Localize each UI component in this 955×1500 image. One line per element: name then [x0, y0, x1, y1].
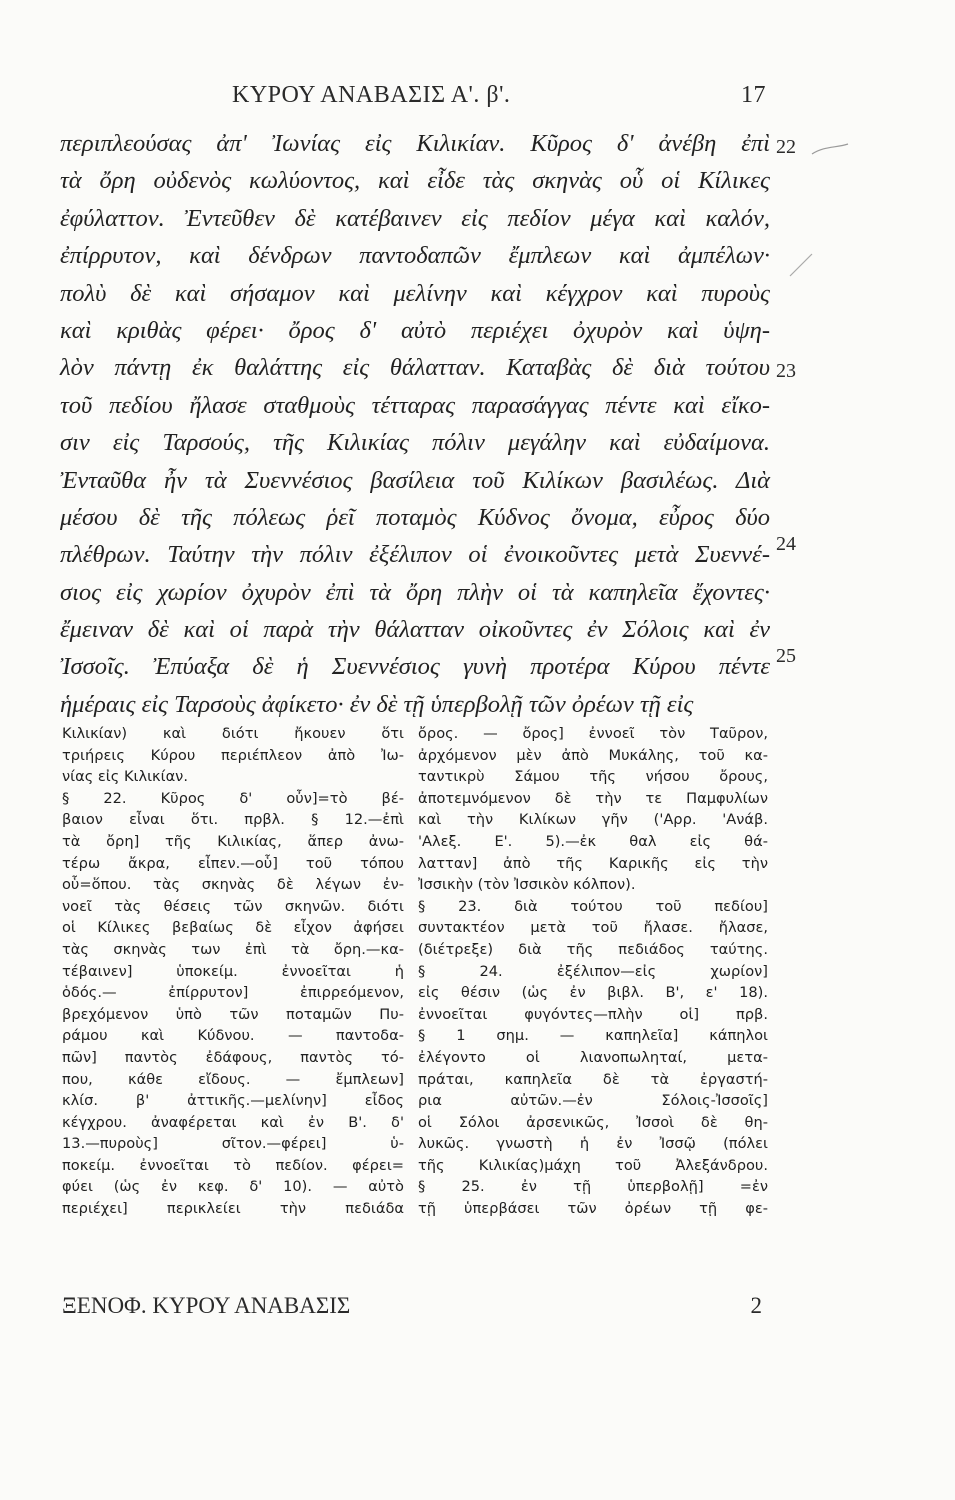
- note-line: § 23. διὰ τούτου τοῦ πεδίου]: [418, 897, 768, 915]
- note-line: ἀποτεμνόμενον δὲ τὴν τε Παμφυλίων: [418, 789, 768, 807]
- note-line: λυκῶς. γνωστὴ ἡ ἐν Ἰσσῷ (πόλει: [418, 1135, 768, 1153]
- note-line: πράται, καπηλεῖα δὲ τὰ ἐργαστή-: [418, 1070, 768, 1088]
- note-line: ἐλέγοντο οἱ λιανοπωληταί, μετα-: [418, 1048, 768, 1066]
- note-line: βρεχόμενον ὑπὸ τῶν ποταμῶν Πυ-: [62, 1005, 404, 1023]
- note-line: § 22. Κῦρος δ' οὖν]=τὸ βέ-: [62, 789, 404, 807]
- note-line: ἐννοεῖται φυγόντες—πλὴν οἱ] πρβ.: [418, 1005, 768, 1023]
- running-header: [200, 82, 770, 116]
- note-line: ὄρος. — ὄρος] ἐννοεῖ τὸν Ταῦρον,: [418, 725, 768, 742]
- commentary-right-column: [418, 723, 768, 1220]
- note-line: κλίσ. β' ἀττικῆς.—μελίνην] εἶδος: [62, 1092, 404, 1110]
- note-line: ράμου καὶ Κύδνου. — παντοδα-: [62, 1027, 404, 1045]
- text-line: καὶ κριθὰς φέρει· ὄρος δ' αὐτὸ περιέχει ὀχυρὸν καὶ ὑψη-: [60, 316, 770, 344]
- text-line: ἐπίρρυτον, καὶ δένδρων παντοδαπῶν ἔμπλεων καὶ ἀμπέλων·: [60, 242, 770, 270]
- note-line: τῇ ὑπερβάσει τῶν ὀρέων τῇ φε-: [418, 1200, 768, 1218]
- running-title: ΚΥΡΟΥ ΑΝΑΒΑΣΙΣ Α'. β'.: [232, 82, 511, 108]
- note-line: νοεῖ τὰς θέσεις τῶν σκηνῶν. διότι: [62, 897, 404, 915]
- note-line: τῆς Κιλικίας)μάχη τοῦ Ἀλεξάνδρου.: [418, 1156, 768, 1174]
- note-line: οὗ=ὅπου. τὰς σκηνὰς δὲ λέγων ἐν-: [62, 876, 404, 894]
- text-line: τοῦ πεδίου ἤλασε σταθμοὺς τέτταρας παρασάγγας πέντε καὶ εἴκο-: [60, 391, 770, 419]
- margin-pencil-mark: [810, 140, 850, 160]
- note-line: § 25. ἐν τῇ ὑπερβολῇ] =ἐν: [418, 1178, 768, 1196]
- note-line: οἱ Σόλοι ἀρσενικῶς, Ἰσσοὶ δὲ θη-: [418, 1113, 768, 1131]
- note-line: τριήρεις Κύρου περιέπλεον ἀπὸ Ἰω-: [62, 746, 404, 764]
- note-line: τέρω ἄκρα, εἶπεν.—οὗ] τοῦ τόπου: [62, 854, 404, 872]
- page-footer: [62, 1293, 762, 1323]
- note-line: ὁδός.— ἐπίρρυτον] ἐπιρρεόμενον,: [62, 984, 404, 1002]
- section-number-25: 25: [776, 645, 796, 667]
- note-line: ρια αὐτῶν.—ἐν Σόλοις-Ἰσσοῖς]: [418, 1092, 768, 1110]
- text-line: Ἐνταῦθα ἦν τὰ Συεννέσιος βασίλεια τοῦ Κιλίκων βασιλέως. Διὰ: [60, 466, 770, 494]
- text-line: λὸν πάντῃ ἐκ θαλάττης εἰς θάλατταν. Καταβὰς δὲ διὰ τούτου: [60, 354, 770, 382]
- note-line: Ἰσσικὴν (τὸν Ἰσσικὸν κόλπον).: [418, 876, 636, 894]
- text-line: Ἰσσοῖς. Ἐπύαξα δὲ ἡ Συεννέσιος γυνὴ προτέρα Κύρου πέντε: [60, 653, 770, 681]
- note-line: νίας εἰς Κιλικίαν.: [62, 768, 188, 786]
- note-line: που, κάθε εἴδους. — ἔμπλεων]: [62, 1070, 404, 1088]
- note-line: (διέτρεξε) διὰ τῆς πεδιάδος ταύτης.: [418, 940, 768, 958]
- note-line: ποκείμ. ἐννοεῖται τὸ πεδίον. φέρει=: [62, 1156, 404, 1174]
- note-line: καὶ τὴν Κιλίκων γῆν ('Αρρ. 'Ανάβ.: [418, 811, 768, 829]
- text-line: πολὺ δὲ καὶ σήσαμον καὶ μελίνην καὶ κέγχρον καὶ πυροὺς: [60, 279, 770, 307]
- text-line: τὰ ὄρη οὐδενὸς κωλύοντος, καὶ εἶδε τὰς σκηνὰς οὗ οἱ Κίλικες: [60, 167, 770, 195]
- note-line: λατταν] ἀπὸ τῆς Καρικῆς εἰς τὴν: [418, 854, 768, 872]
- note-line: 13.—πυροὺς] σῖτον.—φέρει] ὑ-: [62, 1135, 404, 1153]
- note-line: συντακτέον μετὰ τοῦ ἤλασε. ἤλασε,: [418, 919, 768, 937]
- note-line: εἰς θέσιν (ὡς ἐν βιβλ. Β', ε' 18).: [418, 984, 768, 1002]
- section-number-22: 22: [776, 136, 796, 158]
- section-number-23: 23: [776, 360, 796, 382]
- note-line: ταντικρὺ Σάμου τῆς νήσου ὄρους,: [418, 768, 768, 786]
- note-line: περιέχει] περικλείει τὴν πεδιάδα: [62, 1200, 404, 1218]
- text-line: ἡμέραις εἰς Ταρσοὺς ἀφίκετο· ἐν δὲ τῇ ὑπερβολῇ τῶν ὀρέων τῇ εἰς: [60, 690, 694, 718]
- note-line: 'Αλεξ. Ε'. 5).—ἐκ θαλ εἰς θά-: [418, 832, 768, 850]
- signature-line: ΞΕΝΟΦ. ΚΥΡΟΥ ΑΝΑΒΑΣΙΣ: [62, 1293, 351, 1318]
- text-line: σιν εἰς Ταρσούς, τῆς Κιλικίας πόλιν μεγάλην καὶ εὐδαίμονα.: [60, 429, 770, 457]
- note-line: οἱ Κίλικες βεβαίως δὲ εἶχον ἀφήσει: [62, 919, 404, 937]
- note-line: § 1 σημ. — καπηλεῖα] κάπηλοι: [418, 1027, 768, 1045]
- text-line: μέσου δὲ τῆς πόλεως ῥεῖ ποταμὸς Κύδνος ὄνομα, εὖρος δύο: [60, 503, 770, 531]
- commentary-left-column: [62, 723, 404, 1220]
- margin-pencil-mark: [786, 250, 816, 280]
- note-line: τὰς σκηνὰς των ἐπὶ τὰ ὄρη.—κα-: [62, 940, 404, 958]
- section-number-24: 24: [776, 533, 796, 555]
- note-line: ἀρχόμενον μὲν ἀπὸ Μυκάλης, τοῦ κα-: [418, 746, 768, 764]
- page-number: 17: [741, 82, 766, 108]
- text-line: περιπλεούσας ἀπ' Ἰωνίας εἰς Κιλικίαν. Κῦρος δ' ἀνέβη ἐπὶ: [60, 130, 770, 157]
- note-line: βαιον εἶναι ὅτι. πρβλ. § 12.—ἐπὶ: [62, 811, 404, 829]
- text-line: ἐφύλαττον. Ἐντεῦθεν δὲ κατέβαινεν εἰς πεδίον μέγα καὶ καλόν,: [60, 204, 770, 232]
- note-line: τὰ ὄρη] τῆς Κιλικίας, ἅπερ ἀνω-: [62, 832, 404, 850]
- note-line: τέβαινεν] ὑποκείμ. ἐννοεῖται ἡ: [62, 962, 404, 980]
- note-line: πῶν] παντὸς ἐδάφους, παντὸς τό-: [62, 1048, 404, 1066]
- note-line: φύει (ὡς ἐν κεφ. δ' 10). — αὐτὸ: [62, 1178, 404, 1196]
- text-line: πλέθρων. Ταύτην τὴν πόλιν ἐξέλιπον οἱ ἐνοικοῦντες μετὰ Συεννέ-: [60, 541, 770, 569]
- note-line: § 24. ἐξέλιπον—εἰς χωρίον]: [418, 962, 768, 980]
- text-line: ἔμειναν δὲ καὶ οἱ παρὰ τὴν θάλατταν οἰκοῦντες ἐν Σόλοις καὶ ἐν: [60, 616, 770, 644]
- sheet-mark: 2: [750, 1293, 762, 1318]
- text-line: σιος εἰς χωρίον ὀχυρὸν ἐπὶ τὰ ὄρη πλὴν οἱ τὰ καπηλεῖα ἔχοντες·: [60, 578, 770, 606]
- main-greek-text: [60, 125, 770, 723]
- note-line: Κιλικίαν) καὶ διότι ἤκουεν ὅτι: [62, 725, 404, 742]
- note-line: κέγχρου. ἀναφέρεται καὶ ἐν Β'. δ': [62, 1113, 404, 1131]
